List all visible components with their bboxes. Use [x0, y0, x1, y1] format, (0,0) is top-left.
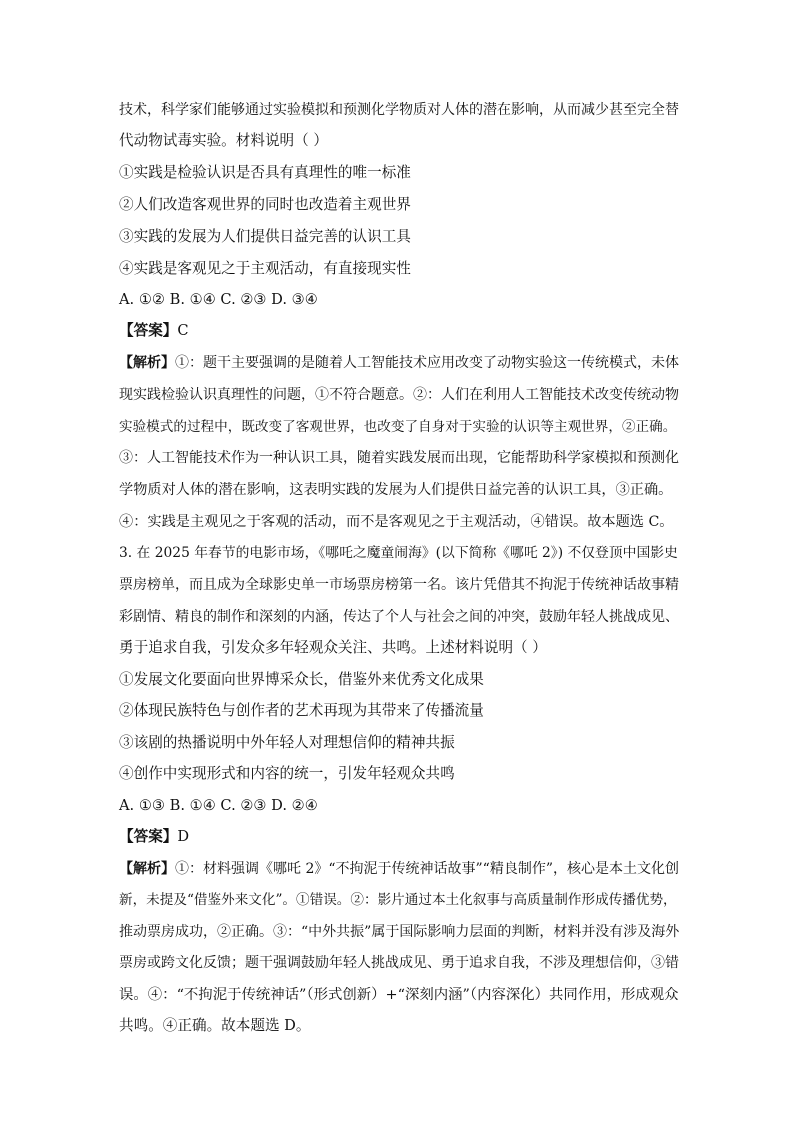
option-line: ②体现民族特色与创作者的艺术再现为其带来了传播流量: [119, 702, 484, 719]
analysis-line: 现实践检验认识真理性的问题，①不符合题意。②：人们在利用人工智能技术改变传统动物: [119, 387, 679, 403]
answer-label: 【答案】: [119, 828, 178, 845]
analysis-line: 【解析】①：题干主要强调的是随着人工智能技术应用改变了动物实验这一传统模式，未体: [119, 355, 679, 371]
analysis-line: ④：实践是主观见之于客观的活动，而不是客观见之于主观活动，④错误。故本题选 C。: [119, 514, 674, 530]
question-line: 3. 在 2025 年春节的电影市场，《哪吒之魔童闹海》(以下简称《哪吒 2》) 不仅登顶中国影史: [119, 545, 678, 561]
answer-line: [119, 321, 189, 341]
answer-label: 【答案】: [119, 322, 178, 339]
option-line: ②人们改造客观世界的同时也改造着主观世界: [119, 196, 411, 213]
question-line: 票房榜单，而且成为全球影史单一市场票房榜第一名。该片凭借其不拘泥于传统神话故事精: [119, 577, 679, 593]
analysis-line: 票房或跨文化反馈；题干强调鼓励年轻人挑战成见、勇于追求自我，不涉及理想信仰，③错: [119, 955, 679, 971]
analysis-line: 新，未提及“借鉴外来文化”。①错误。②：影片通过本土化叙事与高质量制作形成传播优势，: [119, 892, 677, 908]
analysis-line: 共鸣。④正确。故本题选 D。: [119, 1017, 311, 1034]
answer-line: [119, 827, 189, 847]
option-line: ④实践是客观见之于主观活动，有直接现实性: [119, 260, 411, 277]
analysis-line: 误。④：“不拘泥于传统神话”（形式创新）+“深刻内涵”（内容深化）共同作用，形成观众: [119, 987, 679, 1003]
question-line: 彩剧情、精良的制作和深刻的内涵，传达了个人与社会之间的冲突，鼓励年轻人挑战成见、: [119, 609, 679, 625]
analysis-line: 【解析】①：材料强调《哪吒 2》“不拘泥于传统神话故事”“精良制作”，核心是本土文化创: [119, 861, 679, 877]
analysis-line: 实验模式的过程中，既改变了客观世界，也改变了自身对于实验的认识等主观世界，②正确。: [119, 419, 677, 435]
analysis-label: 【解析】: [119, 861, 175, 877]
answer-value: C: [177, 322, 189, 339]
analysis-label: 【解析】: [119, 355, 175, 371]
analysis-line: 推动票房成功，②正确。③：“中外共振”属于国际影响力层面的判断，材料并没有涉及海外: [119, 924, 680, 940]
analysis-line: 学物质对人体的潜在影响，这表明实践的发展为人们提供日益完善的认识工具，③正确。: [119, 482, 673, 498]
choices-line: A. ①③ B. ①④ C. ②③ D. ②④: [119, 797, 318, 814]
option-line: ①实践是检验认识是否具有真理性的唯一标准: [119, 164, 411, 181]
text-line: 技术，科学家们能够通过实验模拟和预测化学物质对人体的潜在影响，从而减少甚至完全替: [119, 102, 679, 118]
analysis-line: ③：人工智能技术作为一种认识工具，随着实践发展而出现，它能帮助科学家模拟和预测化: [119, 450, 679, 466]
option-line: ③实践的发展为人们提供日益完善的认识工具: [119, 228, 411, 245]
option-line: ③该剧的热播说明中外年轻人对理想信仰的精神共振: [119, 734, 455, 751]
option-line: ①发展文化要面向世界博采众长，借鉴外来优秀文化成果: [119, 671, 484, 688]
option-line: ④创作中实现形式和内容的统一，引发年轻观众共鸣: [119, 765, 455, 782]
choices-line: A. ①② B. ①④ C. ②③ D. ③④: [119, 291, 318, 308]
question-line: 勇于追求自我，引发众多年轻观众关注、共鸣。上述材料说明（ ）: [119, 639, 547, 656]
text-line: 代动物试毒实验。材料说明（ ）: [119, 132, 328, 149]
answer-value: D: [177, 828, 190, 845]
